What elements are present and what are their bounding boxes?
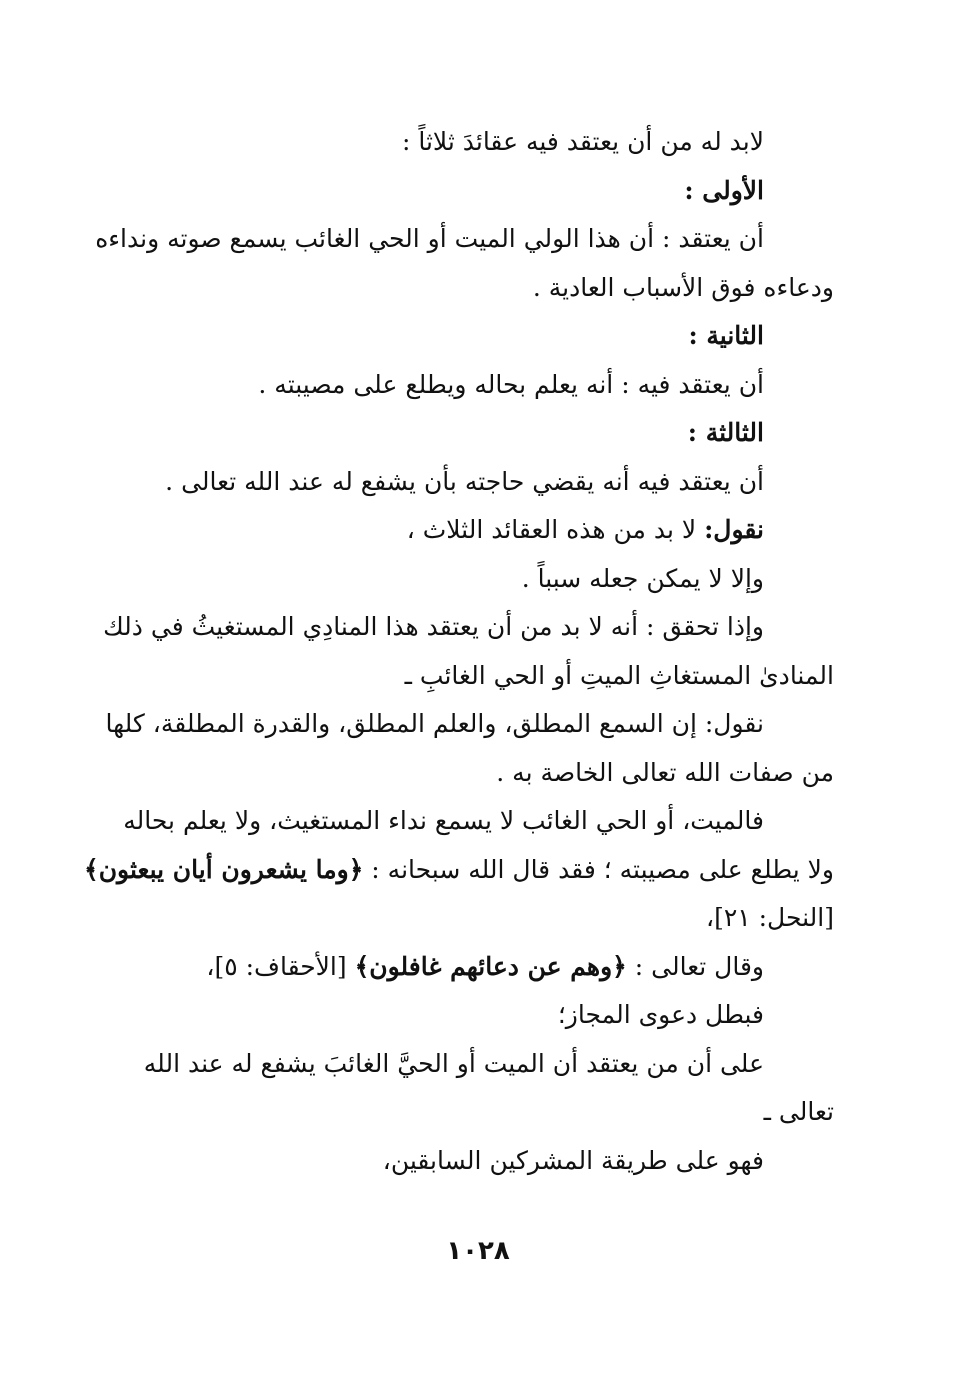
page-number: ١٠٢٨ bbox=[446, 1236, 510, 1266]
text-line bbox=[116, 506, 834, 555]
text-line: فالميت، أو الحي الغائب لا يسمع نداء المستغيث، ولا يعلم بحاله bbox=[123, 806, 764, 835]
text-line: وإذا تحقق : أنه لا بد من أن يعتقد هذا المنادِي المستغيثُ في ذلك bbox=[103, 612, 764, 641]
text-line bbox=[84, 846, 834, 895]
page-body bbox=[84, 118, 834, 1185]
text-line: أن يعتقد : أن هذا الولي الميت أو الحي الغائب يسمع صوته ونداءه bbox=[95, 224, 764, 253]
section-heading-first: الأولى : bbox=[684, 175, 764, 205]
text-line: ودعاءه فوق الأسباب العادية . bbox=[532, 272, 834, 302]
quran-quote: ﴿وهم عن دعائهم غافلون﴾ bbox=[354, 951, 627, 981]
quran-quote: ﴿وما يشعرون أيان يبعثون﴾ bbox=[84, 854, 364, 884]
section-heading-third: الثالثة : bbox=[687, 418, 764, 447]
text-line bbox=[116, 943, 834, 992]
text-line: من صفات الله تعالى الخاصة به . bbox=[496, 757, 834, 787]
text-line: نقول: إن السمع المطلق، والعلم المطلق، والقدرة المطلقة، كلها bbox=[105, 709, 764, 738]
bold-lead: نقول: bbox=[704, 515, 764, 544]
text-run: لا بد من هذه العقائد الثلاث ، bbox=[406, 515, 705, 544]
text-run: ولا يطلع على مصيبته ؛ فقد قال الله سبحانه : bbox=[363, 854, 834, 884]
text-line: أن يعتقد فيه : أنه يعلم بحاله ويطلع على مصيبته . bbox=[258, 369, 764, 399]
text-line: أن يعتقد فيه أنه يقضي حاجته بأن يشفع له عند الله تعالى . bbox=[165, 466, 764, 496]
text-line: [النحل: ٢١]، bbox=[706, 903, 834, 932]
text-line: فبطل دعوى المجاز؛ bbox=[557, 1000, 764, 1029]
text-line: تعالى ـ bbox=[763, 1097, 834, 1126]
text-line: لابد له من أن يعتقد فيه عقائدَ ثلاثاً : bbox=[401, 127, 764, 156]
text-line: على أن من يعتقد أن الميت أو الحيَّ الغائبَ يشفع له عند الله bbox=[143, 1048, 764, 1078]
text-line: وإلا لا يمكن جعله سبباً . bbox=[521, 563, 764, 593]
text-run: [الأحقاف: ٥]، bbox=[206, 951, 355, 981]
text-line: فهو على طريقة المشركين السابقين، bbox=[382, 1145, 764, 1175]
text-run: وقال تعالى : bbox=[626, 951, 764, 981]
section-heading-second: الثانية : bbox=[688, 321, 764, 350]
text-line: المنادىٰ المستغاثِ الميتِ أو الحي الغائبِ ـ bbox=[404, 660, 834, 690]
